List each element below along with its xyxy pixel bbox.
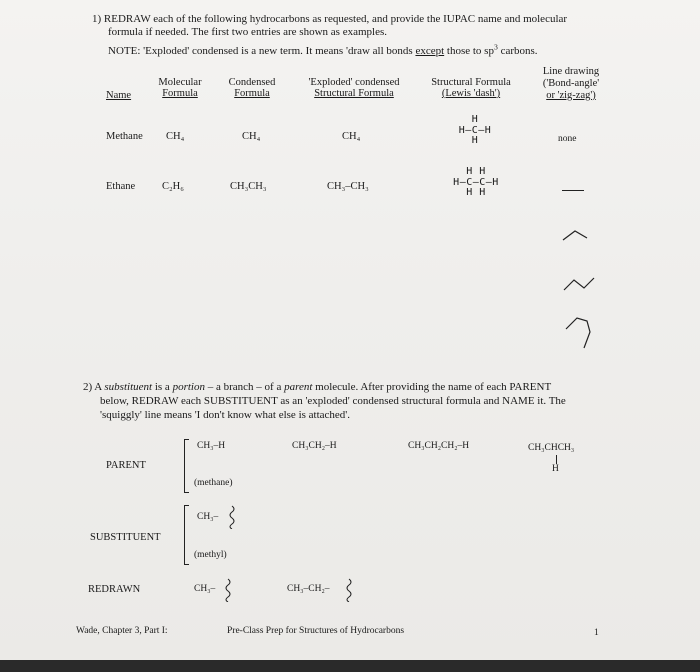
q2-instruction-line1: 2) A substituent is a portion – a branch – of a parent molecule. After providing the name of each PARENT: [83, 381, 552, 393]
squiggle-icon: [344, 578, 354, 602]
row-ethane-formula: C₂H₆: [162, 181, 184, 192]
redrawn-methyl: CH₃–: [194, 584, 216, 594]
q1-note-text: NOTE: 'Exploded' condensed is a new term. It means 'draw all bonds: [108, 45, 413, 57]
row-methane-formula: CH₄: [166, 131, 185, 142]
substituent-methyl-formula: CH₃–: [197, 512, 219, 522]
footer-center: Pre-Class Prep for Structures of Hydrocarbons: [227, 626, 405, 636]
q1-note: [108, 42, 538, 57]
col-line-drawing-header: Line drawing ('Bond-angle' or 'zig-zag'): [542, 66, 600, 101]
ethane-line-drawing: [562, 190, 584, 191]
q1-instruction-line1: 1) REDRAW each of the following hydrocarbons as requested, and provide the IUPAC name and molecular: [92, 13, 568, 25]
q1-note-except: except: [415, 45, 445, 57]
pentane-zigzag: [566, 318, 590, 348]
squiggle-icon: [223, 578, 233, 602]
q1-note-tail: those to sp: [446, 45, 494, 57]
footer-left: Wade, Chapter 3, Part I:: [76, 626, 168, 636]
bottom-dark-strip: [0, 660, 700, 672]
q1-instruction-line2: formula if needed. The first two entries are shown as examples.: [108, 26, 387, 38]
q2-instruction-line2: below, REDRAW each SUBSTITUENT as an 'exploded' condensed structural formula and NAME it. The: [100, 395, 566, 407]
q1-note-end: carbons.: [500, 45, 538, 57]
row-methane-name: Methane: [106, 131, 143, 142]
page-number: 1: [594, 628, 599, 638]
parent-isopropyl-formula: CH₃CHCH₃: [528, 443, 575, 453]
row-ethane-exploded: CH₃–CH₃: [327, 181, 369, 192]
parent-bracket: [184, 439, 189, 493]
propane-zigzag: [563, 231, 587, 240]
row-ethane-name: Ethane: [106, 181, 136, 192]
col-exploded-header: 'Exploded' condensed Structural Formula: [308, 77, 400, 99]
parent-methane-formula: CH₃–H: [197, 441, 226, 451]
col-structural-header: Structural Formula (Lewis 'dash'): [431, 77, 511, 99]
col-formula-header: Molecular Formula: [158, 77, 202, 99]
substituent-methyl-name: (methyl): [194, 550, 227, 560]
row-ethane-condensed: CH₃CH₃: [230, 181, 267, 192]
row-methane-line-drawing: none: [558, 134, 577, 144]
redrawn-label: REDRAWN: [88, 584, 141, 595]
q2-instruction-line3: 'squiggly' line means 'I don't know what else is attached'.: [100, 409, 351, 421]
row-methane-exploded: CH₄: [342, 131, 361, 142]
substituent-bracket: [184, 505, 189, 565]
row-methane-condensed: CH₄: [242, 131, 261, 142]
squiggle-icon: [227, 505, 237, 529]
redrawn-ethyl: CH₃–CH₂–: [287, 584, 330, 594]
lewis-methane: H H–C–H H: [458, 114, 492, 146]
butane-zigzag: [564, 278, 594, 290]
q1-note-sup: 3: [493, 42, 498, 52]
isopropyl-bond: [556, 455, 557, 464]
col-condensed-header: Condensed Formula: [228, 77, 276, 99]
parent-methane-name: (methane): [194, 478, 233, 488]
parent-propane-formula: CH₃CH₂CH₂–H: [408, 441, 470, 451]
parent-ethane-formula: CH₃CH₂–H: [292, 441, 337, 451]
lewis-ethane: H H H–C–C–H H H: [453, 166, 499, 198]
substituent-label: SUBSTITUENT: [90, 532, 161, 543]
parent-isopropyl-h: H: [552, 464, 559, 474]
parent-label: PARENT: [106, 460, 146, 471]
col-name-header: Name: [106, 90, 132, 101]
zigzag-drawings: [560, 222, 620, 362]
